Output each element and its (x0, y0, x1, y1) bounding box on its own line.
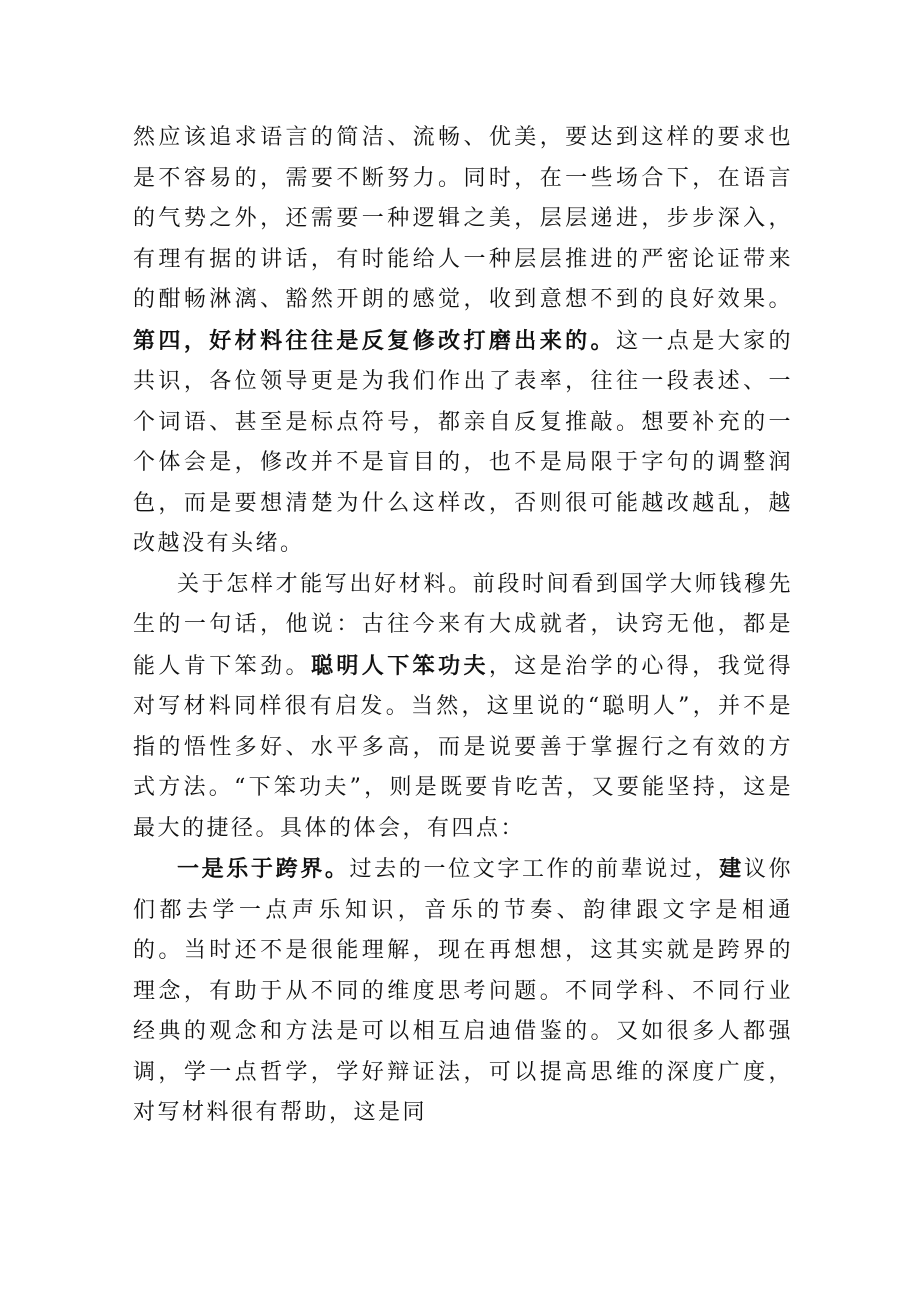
paragraph-1-bold-point-four: 第四，好材料往往是反复修改打磨出来的。 (133, 327, 616, 354)
paragraph-2-bold-phrase: 聪明人下笨功夫 (310, 652, 489, 679)
paragraph-1 (133, 118, 793, 565)
paragraph-3-bold-heading: 一是乐于跨界。 (177, 856, 350, 882)
paragraph-3-text-1: 过去的一位文字工作的前辈说过， (349, 857, 720, 882)
paragraph-3-text-2: 议你们都去学一点声乐知识，音乐的节奏、韵律跟文字是相通的。当时还不是很能理解，现在再想想，这其实就是跨界的理念，有助于从不同的维度思考问题。不同学科、不同行业经典的观念和方法是可以相互启迪借鉴的。又如很多人都强调，学一点哲学，学好辩证法，可以提高思维的深度广度，对写材料很有帮助，这是同 (133, 857, 793, 1125)
paragraph-1-text-1: 然应该追求语言的简洁、流畅、优美，要达到这样的要求也是不容易的，需要不断努力。同时，在一些场合下，在语言的气势之外，还需要一种逻辑之美，层层递进，步步深入，有理有据的讲话，有时能给人一种层层推进的严密论证带来的酣畅淋漓、豁然开朗的感觉，收到意想不到的良好效果。 (133, 125, 793, 312)
paragraph-1-text-2: 这一点是大家的共识，各位领导更是为我们作出了表率，往往一段表述、一个词语、甚至是标点符号，都亲自反复推敲。想要补充的一个体会是，修改并不是盲目的，也不是局限于字句的调整润色，而是要想清楚为什么这样改，否则很可能越改越乱，越改越没有头绪。 (133, 328, 793, 556)
paragraph-2-text-1: 关于怎样才能写出好材料。前段时间看到国学大师钱穆先生的一句话，他说：古往今来有大成就者，诀窍无他，都是能人肯下笨劲。 (133, 571, 793, 679)
paragraph-3-bold-char: 建 (719, 856, 744, 882)
paragraph-3 (133, 849, 793, 1134)
document-page (133, 118, 793, 1134)
paragraph-2 (133, 565, 793, 850)
paragraph-2-text-2: ，这是治学的心得，我觉得对写材料同样很有启发。当然，这里说的“聪明人”，并不是指的悟性多好、水平多高，而是说要善于掌握行之有效的方式方法。“下笨功夫”，则是既要肯吃苦，又要能坚持，这是最大的捷径。具体的体会，有四点： (133, 653, 793, 841)
